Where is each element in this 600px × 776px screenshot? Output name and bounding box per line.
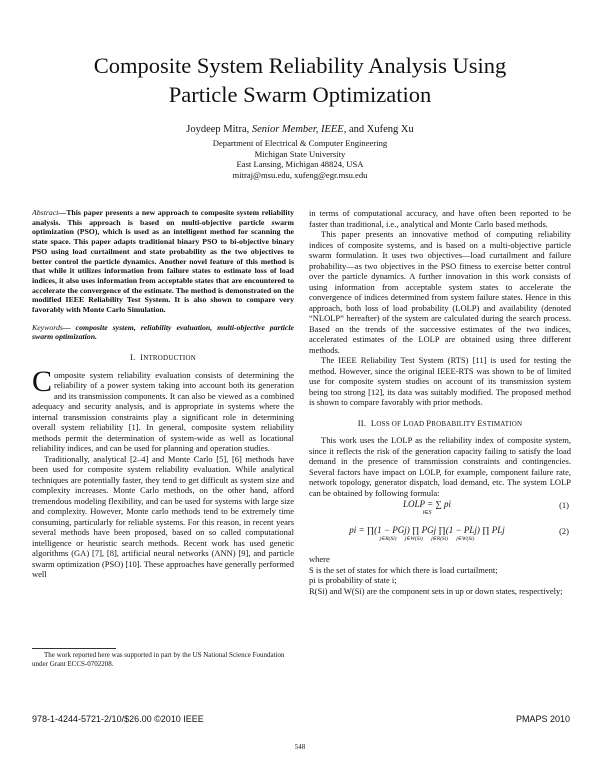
author-1-role: Senior Member, IEEE, [251,124,347,135]
equation-1-number: (1) [559,500,569,510]
section-cap: E [477,417,483,428]
section-rest: STIMATION [482,419,523,428]
conference-name: PMAPS 2010 [515,714,570,724]
paper-title [0,51,600,109]
keywords [32,323,294,342]
section-number: II. [357,417,367,428]
affiliation-email: mitraj@msu.edu, xufeng@egr.msu.edu [232,169,368,180]
equation-1-body [309,498,545,517]
equation-2 [309,520,571,554]
keywords-label: Keywords [32,322,63,332]
section-rest: NTRODUCTION [143,354,196,363]
title-line-1: Composite System Reliability Analysis Using [93,53,507,78]
page-number: 548 [294,743,306,751]
right-paragraph-2: The IEEE Reliability Test System (RTS) [11] is used for testing the method. However, since the original IEEE-RTS was shown to be of limited use for composite system studies on account of its transmission system being too strong [12], its data was suitably modified. The proposed method is shown to compare favorably with prior methods. [309,355,571,407]
equation-2-body [309,524,545,543]
keywords-text: — composite system, reliability evaluation, multi-objective particle swarm optimization. [32,322,294,342]
intro-p1-text: omposite system reliability evaluation consists of determining the reliability of a power system taking into account both its generation and its transmission components. It can also be viewed as a combined adequacy and security analysis, and is appropriate in systems where the internal transmission constraints play a significant role in determining overall system reliability [1]. In general, composite system reliability methods permit the determination of system-wide as well as locational reliability indices, and can be used for planning and operation studies. [32,369,294,454]
section-cap: P [426,417,432,428]
right-column [309,208,571,596]
equation-2-subscript: j∈R(Si) j∈W(Si) j∈R(Si) j∈W(Si) [379,536,475,542]
section-cap: L [403,417,409,428]
equation-1-text: LOLP = ∑ pi [402,499,452,509]
where-label: where [309,554,330,564]
section-cap: L [370,417,377,428]
affiliation-city: East Lansing, Michigan 48824, USA [236,159,364,170]
definition-3: R(Si) and W(Si) are the component sets in up or down states, respectively; [309,585,563,596]
equation-2-text: pi = ∏(1 − PGj) ∏ PGj ∏(1 − PLj) ∏ PLj [349,525,505,535]
section-number: I. [130,352,136,363]
affiliation-block [0,138,600,180]
drop-cap: C [32,364,53,398]
author-conjunction: and [348,124,365,135]
intro-paragraph-1 [32,364,294,454]
definitions [309,554,571,596]
equation-1 [309,498,571,520]
author-2-name: Xufeng Xu [366,124,414,135]
section-rest: OAD [408,419,427,428]
affiliation-university: Michigan State University [254,148,346,159]
title-line-2: Particle Swarm Optimization [168,82,432,107]
abstract [32,208,294,315]
intro-paragraph-2: Traditionally, analytical [2–4] and Monte Carlo [5], [6] methods have been used for composite system reliability evaluation. While analytical techniques are potentially faster, they tend to get difficult as system size and complexity increases. Monte Carlo methods, on the other hand, afford tremendous modeling flexibility, and can be used for systems with large size and complexity. However, Monte carlo methods tend to be extremely time consuming, particularly for reliable systems. For this reason, in recent years several methods have been proposed, based on so called computational intelligence or heuristic search methods. Recent work has used genetic algorithms (GA) [7], [8], artificial neural networks (ANN) [9], and particle swarm optimization (PSO) [10]. These approaches have generally performed well [32,453,294,580]
section-rest: OSS OF [376,419,404,428]
right-paragraph-1: This paper presents an innovative method of computing reliability indices of composite systems, and is based on a multi-objective particle swarm formulation. It uses two objectives—load curtailment and failure probability—as two objectives in the PSO fitness to exercise better control over the particle dynamics. A further innovation in this work consists of using information from acceptable system states to accelerate the convergence of indices determined from system failure states. Hence in this approach, both loss of load probability (LOLP) and availability (denoted “NLOLP” hereafter) of the system are calculated during the search process. Based on the trends of the successive estimates of the two indices, accelerated estimates of the LOLP are obtained using three different methods. [309,229,571,355]
isbn-line: 978-1-4244-5721-2/10/$26.00 ©2010 IEEE [32,714,204,724]
author-1-name: Joydeep Mitra, [186,124,250,135]
equation-2-number: (2) [559,526,569,536]
section-rest: ROBABILITY [431,419,478,428]
left-column [32,208,294,580]
right-paragraph-0: in terms of computational accuracy, and have often been reported to be faster than traditional, i.e., analytical and Monte Carlo based methods. [309,208,571,229]
abstract-label: Abstract [32,208,59,217]
definition-2: pi is probability of state i; [309,575,397,585]
author-line [0,123,600,136]
section-heading-introduction [32,352,294,364]
footnote-divider [32,648,116,649]
footnote: The work reported here was supported in part by the US National Science Foundation under Grant ECCS-0702208. [32,651,285,668]
abstract-text: —This paper presents a new approach to composite system reliability analysis. This approach is based on multi-objective particle swarm optimization (PSO), which is used as an intelligent method for scanning the state space. This paper adapts traditional binary PSO to bi-objective binary PSO using load curtailment and state probability as the two objectives to better control the particle dynamics. Another novel feature of this method is that while it utilizes information from failure states to estimate loss of load indices, it also uses information from acceptable states that are encountered to accelerate the convergence of the estimate. The method is demonstrated on the modified IEEE Reliability Test System. It is also shown to compare very favorably with Monte Carlo Simulation. [32,208,294,315]
affiliation-department: Department of Electrical & Computer Engineering [212,138,388,148]
section-cap: I [140,352,144,363]
definition-1: S is the set of states for which there is load curtailment; [309,564,498,575]
equation-1-subscript: i∈S [422,510,432,516]
section-heading-lolp [309,418,571,430]
lolp-paragraph-1: This work uses the LOLP as the reliability index of composite system, since it reflects the risk of the generation capacity failing to satisfy the load demand in the presence of transmission constraints and contingencies. Several factors have impact on LOLP, for example, component failure rate, network topology, generator dispatch, load demand, etc. The system LOLP can be obtained by following formula: [309,435,571,498]
